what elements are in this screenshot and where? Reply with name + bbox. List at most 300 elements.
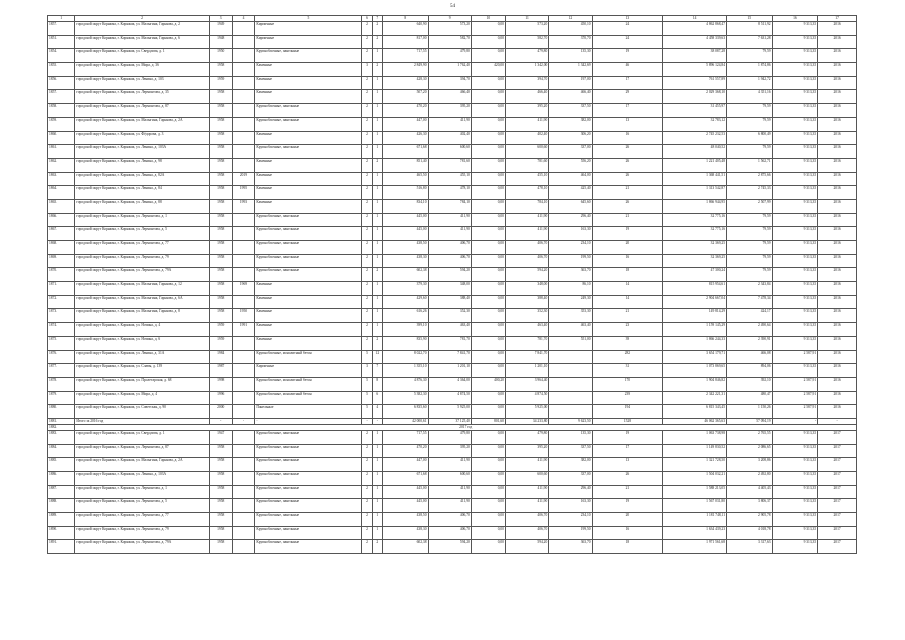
table-cell: 1873. (48, 309, 75, 323)
table-cell: 1958 (209, 485, 232, 499)
table-cell: 9 313,35 (772, 76, 818, 90)
table-cell: 1 063 738,98 (663, 430, 727, 444)
table-cell: 2017 (818, 472, 857, 486)
table-cell: 2016 (818, 364, 857, 378)
table-cell: 464,00 (549, 172, 592, 186)
table-cell: 17 (592, 444, 663, 458)
table-cell: городской округ Коряжма, г. Коряжма, ул. Лермонтова, д. 87 (75, 104, 209, 118)
table-cell: городской округ Коряжма, г. Коряжма, ул. Мира, д. 36 (75, 63, 209, 77)
table-cell: 784,10 (428, 199, 471, 213)
table-cell (232, 485, 255, 499)
table-cell: 135,30 (549, 49, 592, 63)
table-cell: 2 (362, 526, 372, 540)
table-cell: 411,90 (428, 213, 471, 227)
table-cell: 406,70 (505, 254, 548, 268)
table-cell: 26 (592, 472, 663, 486)
table-row (48, 350, 857, 364)
table-cell: городской округ Коряжма, г. Коряжма, ул. Лермонтова, д. 79 (75, 526, 209, 540)
table-cell: 9 313,35 (772, 458, 818, 472)
table-cell: 1958 (209, 172, 232, 186)
table-cell: 1 588 213,05 (663, 485, 727, 499)
table-cell (232, 513, 255, 527)
table-cell: 7 478,34 (727, 295, 773, 309)
table-cell: 1 (372, 485, 382, 499)
table-cell: 1987 (209, 364, 232, 378)
table-cell: 1 (372, 254, 382, 268)
table-cell: 2016 (818, 241, 857, 255)
table-cell: 406,70 (505, 513, 548, 527)
table-cell: 234,10 (549, 241, 592, 255)
table-cell (232, 104, 255, 118)
table-cell: 1 201,10 (505, 364, 548, 378)
table-cell: 0,00 (471, 186, 505, 200)
table-cell: 0,00 (471, 499, 505, 513)
table-cell: 1 (372, 309, 382, 323)
table-cell: 0,00 (471, 104, 505, 118)
table-cell: 1958 (209, 213, 232, 227)
table-cell: 1 (372, 282, 382, 296)
table-cell: 2 (362, 309, 372, 323)
table-cell: 16 (592, 254, 663, 268)
table-cell: 1 874,86 (727, 63, 773, 77)
table-cell: - (818, 418, 857, 424)
table-cell: 463,40 (505, 323, 548, 337)
table-cell: 12 (372, 350, 382, 364)
table-row (48, 336, 857, 350)
table-cell (232, 540, 255, 554)
table-cell: 438,50 (382, 513, 428, 527)
table-cell: городской округ Коряжма, г. Коряжма, ул. Лермонтова, д. 77 (75, 513, 209, 527)
table-cell: 2 (372, 158, 382, 172)
table-cell: 0,00 (471, 213, 505, 227)
table-cell: 1 (372, 499, 382, 513)
table-cell: 7 841,70 (428, 350, 471, 364)
table-cell: 1891. (48, 540, 75, 554)
table-cell: 1879. (48, 391, 75, 405)
table-cell: 0,00 (471, 444, 505, 458)
table-cell: 7 631,28 (727, 35, 773, 49)
table-cell: городской округ Коряжма, г. Коряжма, ул. Свердлова, д. 1 (75, 430, 209, 444)
table-cell: 2 343,84 (727, 282, 773, 296)
table-cell: городской округ Коряжма, г. Коряжма, ул. Ленина, д. 103А (75, 472, 209, 486)
table-cell (232, 336, 255, 350)
table-cell: Крупноблочные, панельные (255, 458, 362, 472)
table-cell: 382,00 (549, 458, 592, 472)
table-cell: 1887. (48, 485, 75, 499)
table-cell: Каменные (255, 282, 362, 296)
table-cell: 135,30 (549, 430, 592, 444)
table-cell: 9 313,35 (772, 199, 818, 213)
table-cell: 2016 (818, 172, 857, 186)
table-cell (549, 391, 592, 405)
table-cell: 8 (372, 377, 382, 391)
table-cell: 470,20 (382, 444, 428, 458)
table-cell: 337,00 (549, 472, 592, 486)
table-cell: 0,00 (471, 35, 505, 49)
table-cell: 3 (362, 364, 372, 378)
table-cell: 1861. (48, 145, 75, 159)
table-cell: 2017 (818, 485, 857, 499)
table-row (48, 172, 857, 186)
table-cell: 466,40 (549, 90, 592, 104)
table-cell: 2 905,78 (727, 513, 773, 527)
table-cell: 2 (362, 485, 372, 499)
table-cell: 438,30 (382, 254, 428, 268)
table-cell: 1 342,69 (549, 63, 592, 77)
table-cell: 507,20 (382, 90, 428, 104)
table-cell: 645,60 (549, 199, 592, 213)
table-cell (232, 499, 255, 513)
column-number: 12 (549, 16, 592, 22)
table-row (48, 282, 857, 296)
table-cell: 26 (592, 158, 663, 172)
table-cell: 0,00 (471, 268, 505, 282)
table-cell: 1863. (48, 172, 75, 186)
table-cell: 1854. (48, 49, 75, 63)
table-cell: Крупноблочные, панельные (255, 213, 362, 227)
table-cell: 479,80 (428, 49, 471, 63)
table-cell: Крупноблочные, панельные (255, 485, 362, 499)
table-cell: 7 (372, 364, 382, 378)
table-cell: 9 313,35 (772, 35, 818, 49)
table-cell: городской округ Коряжма, г. Коряжма, ул. Малыгина, Гарькова, д. 2А (75, 117, 209, 131)
table-row (48, 377, 857, 391)
table-cell: 4 405,43 (727, 485, 773, 499)
table-cell: Каменные (255, 158, 362, 172)
table-cell: 394,70 (505, 76, 548, 90)
table-cell: 402,40 (505, 131, 548, 145)
table-cell: 411,90 (428, 499, 471, 513)
table-cell: 582,70 (505, 35, 548, 49)
table-cell: Крупноблочные, панельные (255, 540, 362, 554)
table-cell: 9 313,35 (772, 499, 818, 513)
table-cell (232, 63, 255, 77)
table-cell: 3 806,37 (727, 499, 773, 513)
table-cell: 600,60 (428, 472, 471, 486)
table-cell: 2016 (818, 336, 857, 350)
table-cell: 2 (362, 199, 372, 213)
table-cell: 79,59 (727, 49, 773, 63)
table-cell: 2 (362, 117, 372, 131)
table-cell: 3 (362, 63, 372, 77)
housing-register-table (47, 15, 857, 554)
table-cell: 24 (592, 22, 663, 36)
table-row (48, 458, 857, 472)
table-cell: 14 (592, 295, 663, 309)
table-cell: 1958 (209, 199, 232, 213)
table-cell: 0,00 (471, 458, 505, 472)
table-cell: 363,70 (549, 268, 592, 282)
table-cell: 1958 (209, 513, 232, 527)
table-cell: 4 364,00 (428, 377, 471, 391)
table-cell: Крупноблочные, монолитный бетон (255, 391, 362, 405)
table-cell: 465,50 (382, 172, 428, 186)
table-cell: городской округ Коряжма, г. Коряжма, ул. Ленина, д. 103А (75, 145, 209, 159)
table-cell: 9 313,35 (772, 254, 818, 268)
table-cell: 37 125,40 (428, 418, 471, 424)
table-cell: 0,00 (471, 90, 505, 104)
table-cell: 455,10 (428, 172, 471, 186)
column-number: 2 (75, 16, 209, 22)
table-cell (232, 472, 255, 486)
table-cell: 79,59 (727, 254, 773, 268)
table-cell: 400,20 (471, 377, 505, 391)
table-cell: 1 866 944,95 (663, 199, 727, 213)
table-cell: 1958 (209, 268, 232, 282)
table-row (48, 268, 857, 282)
table-cell: 388,40 (428, 295, 471, 309)
table-cell: 26 (592, 172, 663, 186)
table-cell: 29 (592, 90, 663, 104)
table-cell: 600,60 (428, 145, 471, 159)
table-cell: городской округ Коряжма, г. Коряжма, ул. Лермонтова, д. 87 (75, 444, 209, 458)
table-cell: 1 149 830,52 (663, 444, 727, 458)
table-row (48, 227, 857, 241)
table-cell: 1 313 542,87 (663, 186, 727, 200)
table-cell: 9 313,35 (772, 172, 818, 186)
table-cell (232, 526, 255, 540)
table-cell: 199,50 (549, 526, 592, 540)
table-row (48, 158, 857, 172)
table-cell: 428,30 (382, 76, 428, 90)
table-cell: 0,00 (471, 364, 505, 378)
table-cell: 13 (592, 117, 663, 131)
table-cell: 1 221 405,48 (663, 158, 727, 172)
table-cell: 817,00 (382, 35, 428, 49)
table-row (48, 22, 857, 36)
table-cell: 34 233,80 (505, 418, 548, 424)
table-cell: городской округ Коряжма, г. Коряжма, ул. Лермонтова, д. 79А (75, 268, 209, 282)
table-cell: 1950 (209, 49, 232, 63)
table-cell: 6 800,49 (727, 131, 773, 145)
column-number: 9 (428, 16, 471, 22)
table-cell: 835,90 (382, 336, 428, 350)
table-cell: 2016 (818, 350, 857, 364)
table-cell: 6 835,60 (382, 405, 428, 419)
table-cell: 411,90 (505, 499, 548, 513)
table-cell: 2 (362, 49, 372, 63)
table-cell: 1 904 846,82 (663, 377, 727, 391)
table-cell: 2 490,64 (727, 323, 773, 337)
table-cell: 2017 (818, 430, 857, 444)
table-cell: - (232, 418, 255, 424)
table-cell: 1958 (209, 186, 232, 200)
table-cell: 1 (372, 323, 382, 337)
table-cell: 1 762,40 (428, 63, 471, 77)
table-cell: городской округ Коряжма, г. Коряжма, ул. Лермонтова, д. 77 (75, 241, 209, 255)
table-cell: 1883. (48, 430, 75, 444)
table-cell: 18 (592, 540, 663, 554)
table-cell: 2016 (818, 49, 857, 63)
table-cell: 2016 (818, 254, 857, 268)
table-cell: 594,20 (428, 268, 471, 282)
table-cell: 1860. (48, 131, 75, 145)
table-cell: городской округ Коряжма, г. Коряжма, ул. Ленина, д. 98 (75, 158, 209, 172)
table-cell: Каменные (255, 323, 362, 337)
table-cell: 16 (592, 526, 663, 540)
table-cell: 1864. (48, 186, 75, 200)
table-cell: городской округ Коряжма, г. Коряжма, ул. Малыгина, Гарькова, д. 2 (75, 22, 209, 36)
table-row (48, 513, 857, 527)
table-cell: 0,00 (471, 485, 505, 499)
table-cell: 8 511,92 (727, 22, 773, 36)
table-cell: 1 971 561,68 (663, 540, 727, 554)
table-cell: 2 (362, 158, 372, 172)
table-cell: 582,70 (428, 35, 471, 49)
table-cell: 447,00 (382, 117, 428, 131)
table-cell: 1882. (48, 424, 75, 430)
table-cell: 1958 (209, 104, 232, 118)
table-cell: Каменные (255, 90, 362, 104)
table-cell: 9 313,35 (772, 282, 818, 296)
table-cell: 79,59 (727, 241, 773, 255)
table-cell: городской округ Коряжма, г. Коряжма, ул. Ленина, д. 84 (75, 186, 209, 200)
table-cell: 6 815 343,45 (663, 405, 727, 419)
table-cell: 1995 (232, 186, 255, 200)
table-cell: 9 313,35 (772, 241, 818, 255)
table-cell: 781,60 (428, 158, 471, 172)
table-cell: 79,59 (727, 145, 773, 159)
table-cell: 2 765,55 (727, 430, 773, 444)
table-cell: 406,70 (428, 254, 471, 268)
table-cell: 17 (592, 76, 663, 90)
table-cell: 2016 (818, 391, 857, 405)
table-cell: 8 022,70 (382, 350, 428, 364)
table-row (48, 49, 857, 63)
column-number: 8 (382, 16, 428, 22)
table-cell: 14 (592, 282, 663, 296)
column-number: 10 (471, 16, 505, 22)
table-cell: 1851. (48, 35, 75, 49)
table-row (48, 295, 857, 309)
table-cell: 337,50 (549, 444, 592, 458)
table-cell: 479,80 (428, 430, 471, 444)
table-cell: 1958 (209, 444, 232, 458)
table-cell: 1 562,71 (727, 158, 773, 172)
table-cell: Крупноблочные, панельные (255, 117, 362, 131)
table-cell: Каменные (255, 336, 362, 350)
table-cell: 851,40 (382, 158, 428, 172)
table-cell (232, 117, 255, 131)
table-cell: 671,68 (382, 472, 428, 486)
table-cell: 0,00 (471, 405, 505, 419)
table-cell: 2016 (818, 405, 857, 419)
table-cell: 834,10 (382, 199, 428, 213)
table-cell: 2016 (818, 323, 857, 337)
table-row (48, 63, 857, 77)
table-cell: 2016 (818, 22, 857, 36)
table-cell: 573,20 (428, 22, 471, 36)
table-cell (232, 391, 255, 405)
table-cell (232, 22, 255, 36)
table-cell: 19 (592, 499, 663, 513)
table-cell: 445,00 (382, 499, 428, 513)
table-cell: 4 876,30 (382, 377, 428, 391)
table-cell: 2 492,80 (727, 472, 773, 486)
table-cell: 9 313,35 (772, 117, 818, 131)
table-cell: 6 (372, 391, 382, 405)
table-cell: 426,30 (382, 131, 428, 145)
column-number: 6 (362, 16, 372, 22)
table-cell: 1890. (48, 526, 75, 540)
table-cell: 0,00 (471, 472, 505, 486)
table-cell: 249,30 (549, 295, 592, 309)
table-cell: 717,55 (382, 430, 428, 444)
table-cell: 5 (362, 377, 372, 391)
table-cell: 26 (592, 199, 663, 213)
table-cell: 470,20 (382, 104, 428, 118)
table-cell: городской округ Коряжма, г. Коряжма, ул. Ленина, д. 103 (75, 76, 209, 90)
table-cell: 0,00 (471, 49, 505, 63)
table-cell: - (362, 418, 372, 424)
table-cell: 79,59 (727, 227, 773, 241)
table-cell: 4 862 868,47 (663, 22, 727, 36)
table-cell: 38 087,28 (663, 49, 727, 63)
table-cell: 761 557,89 (663, 76, 727, 90)
table-cell (232, 350, 255, 364)
table-cell: 337,50 (549, 104, 592, 118)
table-cell: 0,00 (471, 199, 505, 213)
table-cell: 1991 (232, 323, 255, 337)
table-row (48, 323, 857, 337)
table-cell: 1 355,10 (382, 364, 428, 378)
table-cell: 26 (592, 145, 663, 159)
table-cell: 388,40 (505, 295, 548, 309)
page-number: 54 (450, 4, 455, 9)
table-cell: 199,50 (549, 254, 592, 268)
table-cell: 478,10 (428, 186, 471, 200)
table-cell: 463,40 (549, 323, 592, 337)
table-cell: 9 313,35 (772, 323, 818, 337)
table-cell: 3 964,40 (505, 377, 548, 391)
table-cell (232, 430, 255, 444)
table-cell: 21 (592, 186, 663, 200)
table-cell: 406,70 (428, 241, 471, 255)
table-cell: городской округ Коряжма, г. Коряжма, ул. Советская, д. 90 (75, 405, 209, 419)
table-cell: 2016 (818, 282, 857, 296)
table-cell: 2 849,90 (382, 63, 428, 77)
table-cell: 13 (592, 458, 663, 472)
table-cell: 9 313,35 (772, 309, 818, 323)
table-cell: 455,10 (505, 172, 548, 186)
table-cell: Крупноблочные, монолитный бетон (255, 377, 362, 391)
table-cell: 3 317,63 (727, 540, 773, 554)
table-cell: 2 (372, 336, 382, 350)
table-cell: 466,40 (505, 90, 548, 104)
table-cell: 2 875,66 (727, 172, 773, 186)
table-cell (232, 90, 255, 104)
table-cell: 2017 (818, 458, 857, 472)
table-cell: 21 (592, 309, 663, 323)
table-cell: 1884. (48, 444, 75, 458)
table-cell (232, 268, 255, 282)
table-cell: 5 (362, 350, 372, 364)
table-cell: 1 (372, 199, 382, 213)
table-cell: городской округ Коряжма, г. Коряжма, ул. Лермонтова, д. 79 (75, 254, 209, 268)
table-row (48, 90, 857, 104)
table-cell: 1959 (209, 76, 232, 90)
table-cell: 1 201,10 (428, 364, 471, 378)
table-cell: 1 (372, 526, 382, 540)
table-cell: Каменные (255, 63, 362, 77)
table-cell: 86,10 (549, 282, 592, 296)
table-cell: 2 (362, 336, 372, 350)
table-cell: 2 (362, 499, 372, 513)
table-cell: 1889. (48, 513, 75, 527)
table-cell: 0,00 (471, 513, 505, 527)
table-cell: Крупноблочные, панельные (255, 513, 362, 527)
table-cell: 4 (372, 405, 382, 419)
